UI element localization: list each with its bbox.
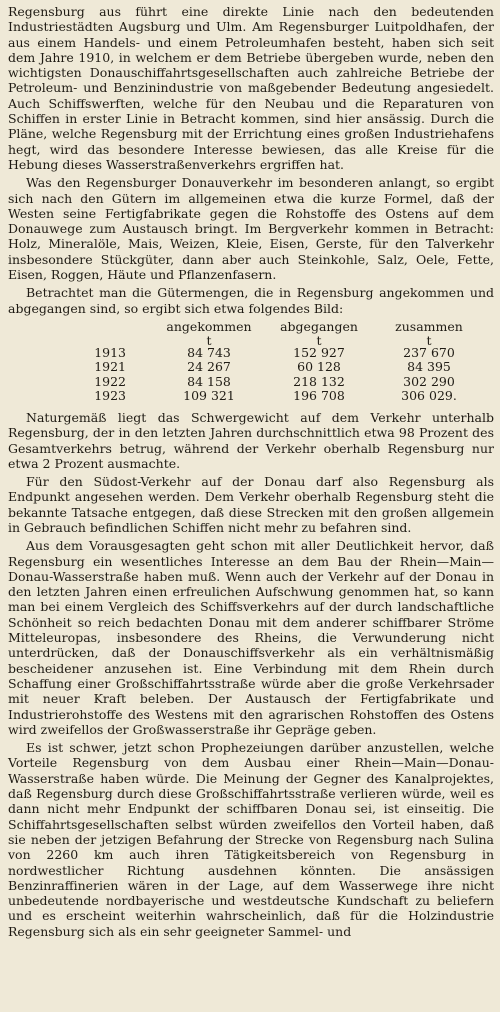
table-cell: 60 128 xyxy=(297,359,341,375)
paragraph-suedost-verkehr: Für den Südost-Verkehr auf der Donau darf also Regensburg als Endpunkt angesehen werden. Dem Verkehr oberhalb Regensburg steht die bekannte Tatsache entgegen, daß diese Strecken mit den großen allgemein in Gebrauch befindlichen Schiffen nicht mehr zu befahren sind. xyxy=(8,474,494,535)
table-header-zusammen: zusammen xyxy=(395,318,463,334)
table-unit-blank xyxy=(8,335,154,346)
table-cell: 196 708 xyxy=(293,388,345,404)
table-cell: 84 743 xyxy=(187,344,231,360)
table-cell: 302 290 xyxy=(403,373,455,389)
table-year: 1921 xyxy=(94,359,126,375)
table-year: 1923 xyxy=(94,388,126,404)
table-cell: 84 395 xyxy=(407,359,451,375)
table-cell: 84 158 xyxy=(187,373,231,389)
table-year: 1922 xyxy=(94,373,126,389)
table-cell: 24 267 xyxy=(187,359,231,375)
table-cell: 109 321 xyxy=(183,388,235,404)
table-row xyxy=(8,346,484,361)
table-row xyxy=(8,375,484,390)
table-cell: 152 927 xyxy=(293,344,345,360)
table-cell: 237 670 xyxy=(403,344,455,360)
paragraph-schwergewicht: Naturgemäß liegt das Schwergewicht auf dem Verkehr unterhalb Regensburg, der in den letzten Jahren durchschnittlich etwa 98 Prozent des Gesamtverkehrs betrug, während der Verkehr oberhalb Regensburg nur etwa 2 Prozent ausmachte. xyxy=(8,409,494,471)
table-units-row xyxy=(8,335,484,346)
table-cell: 306 029. xyxy=(401,388,457,404)
table-header-row xyxy=(8,320,484,335)
table-row xyxy=(8,360,484,375)
table-unit: t xyxy=(206,332,212,348)
paragraph-donauverkehr: Was den Regensburger Donauverkehr im besonderen anlangt, so ergibt sich nach den Gütern im allgemeinen etwa die kurze Formel, daß der Westen seine Fertigfabrikate gegen die Rohstoffe des Ostens auf dem Donauwege zum Austausch bringt. Im Bergverkehr kommen in Betracht: Holz, Mineralöle, Mais, Weizen, Kleie, Eisen, Gerste, für den Talverkehr insbesondere Stückgüter, dann aber auch Steinkohle, Salz, Oele, Fette, Eisen, Roggen, Häute und Pflanzenfasern. xyxy=(8,175,494,283)
traffic-table xyxy=(8,320,484,404)
table-header-abgegangen: abgegangen xyxy=(280,318,358,334)
table-header-angekommen: angekommen xyxy=(166,318,252,334)
paragraph-wasserstrasse-interesse: Aus dem Vorausgesagten geht schon mit aller Deutlichkeit hervor, daß Regensburg ein wesentliches Interesse an dem Bau der Rhein—Main—Donau-Wasserstraße haben muß. Wenn auch der Verkehr auf der Donau in den letzten Jahren einen erfreulichen Aufschwung genommen hat, so kann man bei einem Vergleich des Schiffsverkehrs auf der durch landschaftliche Schönheit so reich bedachten Donau mit dem anderer schiffbarer Ströme Mitteleuropas, insbesondere des Rheins, die Verwunderung nicht unterdrücken, daß der Donauschiffsverkehr als ein verhältnismäßig bescheidener anzusehen ist. Eine Verbindung mit dem Rhein durch Schaffung einer Großschiffahrtsstraße würde aber die große Verkehrsader mit neuer Kraft beleben. Der Austausch der Fertigfabrikate und Industrierohstoffe des Westens mit den agrarischen Rohstoffen des Ostens wird zweifellos der Großwasserstraße ihr Gepräge geben. xyxy=(8,538,494,737)
table-unit: t xyxy=(316,332,322,348)
paragraph-luitpoldhafen: Regensburg aus führt eine direkte Linie nach den bedeutenden Industriestädten Augsburg und Ulm. Am Regensburger Luitpoldhafen, der aus einem Handels- und einem Petroleumhafen besteht, haben sich seit dem Jahre 1910, in welchem er dem Betriebe übergeben wurde, neben den wichtigsten Donauschiffahrtsgesellschaften auch zahlreiche Betriebe der Petroleum- und Benzinindustrie von maßgebender Bedeutung angesiedelt. Auch Schiffswerften, welche für den Neubau und die Reparaturen von Schiffen in erster Linie in Betracht kommen, sind hier ansässig. Durch die Pläne, welche Regensburg mit der Errichtung eines großen Industriehafens hegt, wird das besondere Interesse bewiesen, das alle Kreise für die Hebung dieses Wasserstraßenverkehrs ergriffen hat. xyxy=(8,4,494,172)
paragraph-prophezeiungen: Es ist schwer, jetzt schon Prophezeiungen darüber anzustellen, welche Vorteile Regensburg von dem Ausbau einer Rhein—Main—Donau-Wasserstraße haben würde. Die Meinung der Gegner des Kanalprojektes, daß Regensburg durch diese Großschiffahrtsstraße verlieren würde, weil es dann nicht mehr Endpunkt der schiffbaren Donau sei, ist einseitig. Die Schiffahrtsgesellschaften selbst würden zweifellos den Vorteil haben, daß sie neben der jetzigen Befahrung der Strecke von Regensburg nach Sulina von 2260 km auch ihren Tätigkeitsbereich von Regensburg in nordwestlicher Richtung ausdehnen könnten. Die ansässigen Benzinraffinerien wären in der Lage, auf dem Wasserwege ihre nicht unbedeutende nordbayerische und westdeutsche Kundschaft zu beliefern und es erscheint weiterhin wahrscheinlich, daß für die Holzindustrie Regensburg sich als ein sehr geeigneter Sammel- und xyxy=(8,740,494,939)
table-cell: 218 132 xyxy=(293,373,345,389)
table-header-blank xyxy=(8,320,154,335)
table-unit: t xyxy=(426,332,432,348)
table-year: 1913 xyxy=(94,344,126,360)
paragraph-guetermengen: Betrachtet man die Gütermengen, die in Regensburg angekommen und abgegangen sind, so ergibt sich etwa folgendes Bild: xyxy=(8,285,494,316)
table-row xyxy=(8,389,484,404)
